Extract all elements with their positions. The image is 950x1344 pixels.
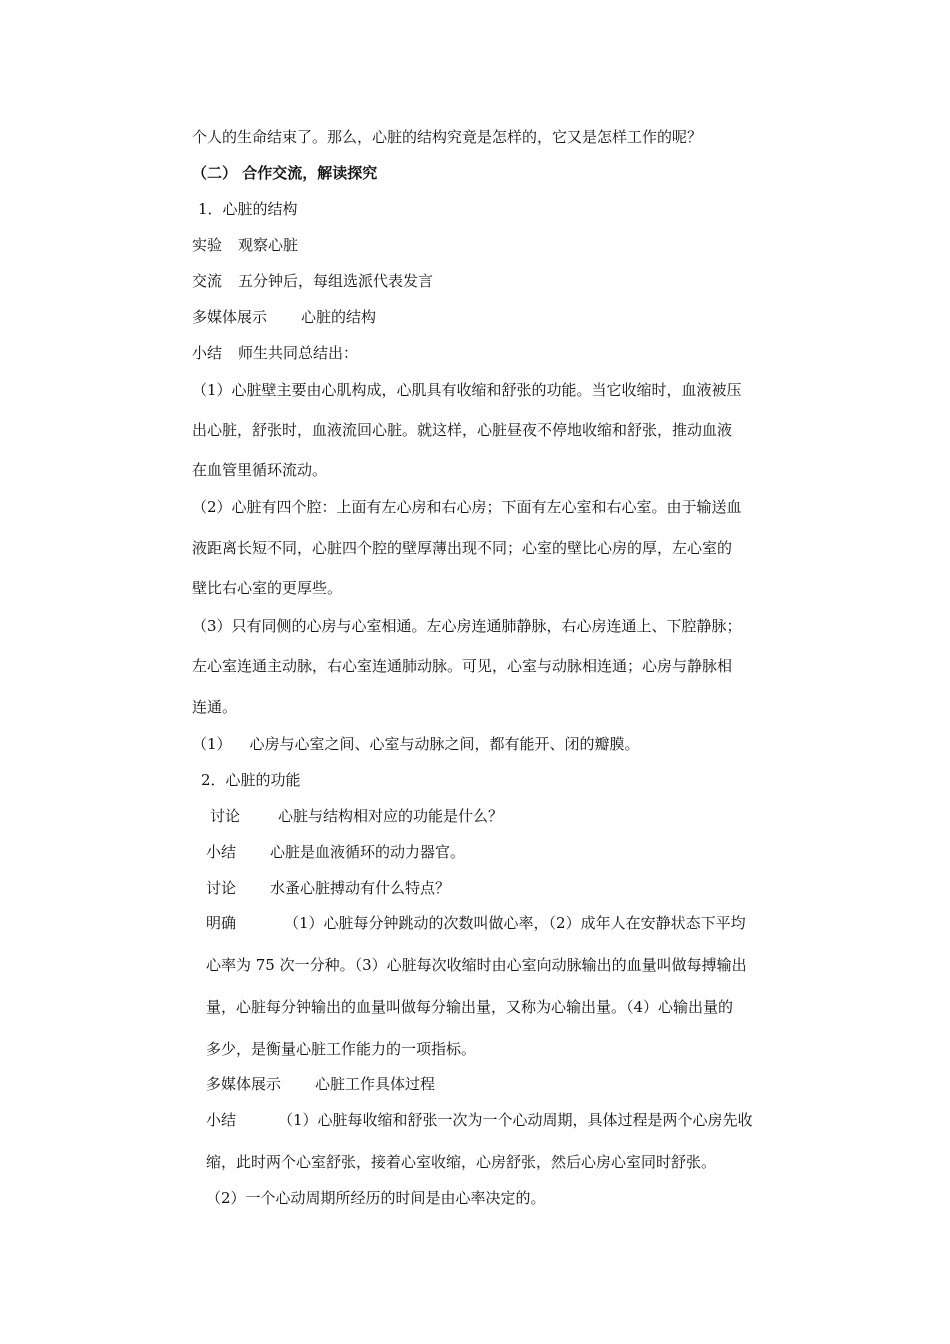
activity-label: 小结	[206, 843, 237, 861]
activity-line	[192, 307, 376, 327]
activity-line	[192, 271, 433, 291]
activity-line	[206, 878, 450, 898]
activity-line	[206, 1074, 435, 1094]
paragraph-line: 连通。	[192, 698, 238, 716]
activity-line	[210, 806, 503, 826]
paragraph-line: （2）一个心动周期所经历的时间是由心率决定的。	[206, 1189, 546, 1207]
paragraph-line	[192, 734, 640, 754]
section-heading: （二） 合作交流，解读探究	[192, 164, 378, 182]
paragraph-line: 出心脏，舒张时，血液流回心脏。就这样，心脏昼夜不停地收缩和舒张，推动血液	[192, 421, 733, 439]
activity-label: 多媒体展示	[206, 1075, 282, 1093]
activity-label: 小结	[206, 1111, 237, 1129]
activity-line	[192, 235, 298, 255]
activity-text: 观察心脏	[238, 236, 299, 254]
paragraph-line: 个人的生命结束了。那么，心脏的结构究竟是怎样的，它又是怎样工作的呢？	[192, 128, 703, 146]
list-text: 心房与心室之间、心室与动脉之间，都有能开、闭的瓣膜。	[249, 735, 640, 753]
activity-text: （1）心脏每收缩和舒张一次为一个心动周期，具体过程是两个心房先收	[278, 1111, 753, 1129]
paragraph-line: 多少，是衡量心脏工作能力的一项指标。	[206, 1040, 477, 1058]
activity-text: 心脏与结构相对应的功能是什么？	[278, 807, 504, 825]
paragraph-line: 在血管里循环流动。	[192, 461, 328, 479]
activity-label: 明确	[206, 914, 237, 932]
activity-text: 心脏工作具体过程	[315, 1075, 436, 1093]
activity-line	[206, 1110, 753, 1130]
activity-line	[192, 343, 358, 363]
activity-line	[206, 913, 746, 933]
subsection-heading: 2．心脏的功能	[201, 771, 301, 789]
paragraph-line: （1）心脏壁主要由心肌构成，心肌具有收缩和舒张的功能。当它收缩时，血液被压	[192, 381, 742, 399]
paragraph-line: （2）心脏有四个腔：上面有左心房和右心房；下面有左心室和右心室。由于输送血	[192, 498, 742, 516]
activity-label: 讨论	[210, 807, 241, 825]
activity-label: 实验	[192, 236, 223, 254]
paragraph-line: 左心室连通主动脉，右心室连通肺动脉。可见，心室与动脉相连通；心房与静脉相	[192, 657, 733, 675]
paragraph-line: 壁比右心室的更厚些。	[192, 579, 343, 597]
subsection-heading: 1．心脏的结构	[198, 200, 298, 218]
activity-label: 小结	[192, 344, 223, 362]
activity-text: 心脏的结构	[301, 308, 377, 326]
activity-label: 交流	[192, 272, 223, 290]
activity-text: 水蚤心脏搏动有什么特点？	[270, 879, 451, 897]
paragraph-line: 心率为 75 次一分种。（3）心脏每次收缩时由心室向动脉输出的血量叫做每搏输出	[206, 956, 747, 974]
list-marker: （1）	[192, 735, 232, 753]
activity-label: 讨论	[206, 879, 237, 897]
activity-text: （1）心脏每分钟跳动的次数叫做心率，（2）成年人在安静状态下平均	[284, 914, 746, 932]
paragraph-line: 液距离长短不同，心脏四个腔的壁厚薄出现不同；心室的壁比心房的厚，左心室的	[192, 539, 733, 557]
paragraph-line: 缩，此时两个心室舒张，接着心室收缩，心房舒张，然后心房心室同时舒张。	[206, 1153, 717, 1171]
activity-line	[206, 842, 465, 862]
activity-text: 师生共同总结出：	[238, 344, 359, 362]
activity-label: 多媒体展示	[192, 308, 268, 326]
activity-text: 心脏是血液循环的动力器官。	[270, 843, 466, 861]
activity-text: 五分钟后，每组选派代表发言	[238, 272, 434, 290]
paragraph-line: （3）只有同侧的心房与心室相通。左心房连通肺静脉，右心房连通上、下腔静脉；	[192, 617, 742, 635]
paragraph-line: 量，心脏每分钟输出的血量叫做每分输出量，又称为心输出量。（4）心输出量的	[206, 998, 734, 1016]
